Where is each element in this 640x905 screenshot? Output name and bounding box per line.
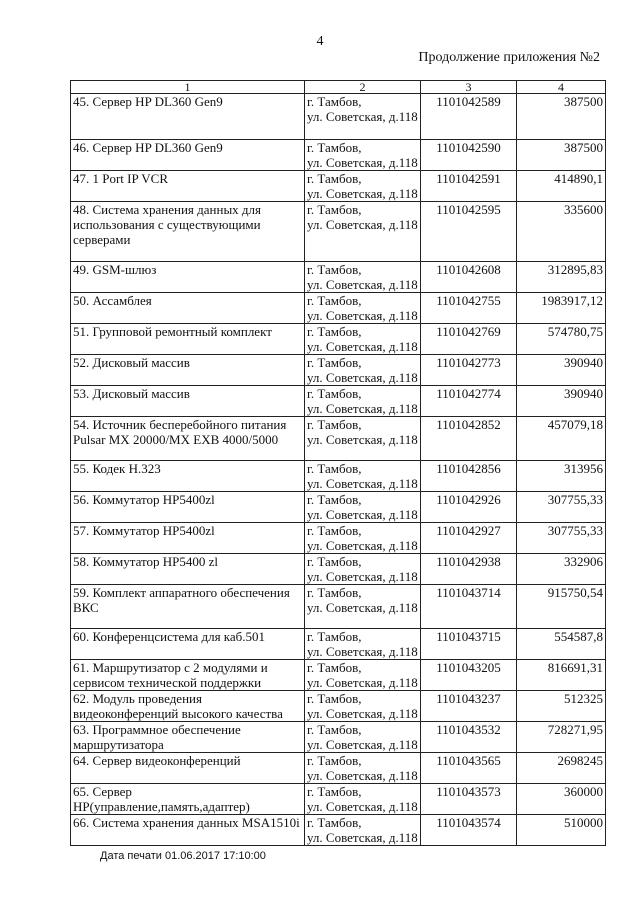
address-city: г. Тамбов, (307, 461, 362, 476)
address-city: г. Тамбов, (307, 417, 362, 432)
inventory-number: 1101043565 (421, 753, 517, 784)
inventory-number: 1101042589 (421, 94, 517, 140)
inventory-number: 1101042591 (421, 171, 517, 202)
table-row (71, 784, 606, 815)
item-name: 45. Сервер HP DL360 Gen9 (71, 94, 305, 140)
item-address (305, 523, 421, 554)
table-row (71, 202, 606, 262)
item-value: 457079,18 (517, 417, 606, 461)
print-date: Дата печати 01.06.2017 17:10:00 (100, 850, 266, 862)
item-address (305, 171, 421, 202)
item-address (305, 94, 421, 140)
table-row (71, 417, 606, 461)
table-row (71, 293, 606, 324)
address-city: г. Тамбов, (307, 492, 362, 507)
item-value: 313956 (517, 461, 606, 492)
item-address (305, 660, 421, 691)
table-row (71, 722, 606, 753)
address-street: ул. Советская, д.118 (307, 370, 418, 385)
address-street: ул. Советская, д.118 (307, 432, 418, 447)
page-number: 4 (316, 34, 324, 49)
item-value: 414890,1 (517, 171, 606, 202)
inventory-number: 1101042927 (421, 523, 517, 554)
address-city: г. Тамбов, (307, 324, 362, 339)
item-address (305, 140, 421, 171)
address-street: ул. Советская, д.118 (307, 476, 418, 491)
item-name: 61. Маршрутизатор с 2 модулями и сервисом технической поддержки (71, 660, 305, 691)
address-street: ул. Советская, д.118 (307, 737, 418, 752)
table-row (71, 492, 606, 523)
item-address (305, 585, 421, 629)
assets-table (70, 80, 606, 846)
address-city: г. Тамбов, (307, 386, 362, 401)
inventory-number: 1101042608 (421, 262, 517, 293)
address-street: ул. Советская, д.118 (307, 401, 418, 416)
item-value: 554587,8 (517, 629, 606, 660)
column-header-1: 1 (71, 81, 305, 94)
item-address (305, 324, 421, 355)
address-street: ул. Советская, д.118 (307, 277, 418, 292)
item-address (305, 784, 421, 815)
item-address (305, 202, 421, 262)
item-value: 1983917,12 (517, 293, 606, 324)
item-name: 49. GSM-шлюз (71, 262, 305, 293)
inventory-number: 1101043715 (421, 629, 517, 660)
item-value: 312895,83 (517, 262, 606, 293)
item-value: 510000 (517, 815, 606, 846)
item-address (305, 461, 421, 492)
item-name: 46. Сервер HP DL360 Gen9 (71, 140, 305, 171)
address-street: ул. Советская, д.118 (307, 569, 418, 584)
address-city: г. Тамбов, (307, 171, 362, 186)
address-street: ул. Советская, д.118 (307, 186, 418, 201)
item-name: 56. Коммутатор HP5400zl (71, 492, 305, 523)
item-value: 335600 (517, 202, 606, 262)
inventory-number: 1101043573 (421, 784, 517, 815)
address-street: ул. Советская, д.118 (307, 538, 418, 553)
inventory-number: 1101043574 (421, 815, 517, 846)
table-row (71, 386, 606, 417)
address-street: ул. Советская, д.118 (307, 600, 418, 615)
item-name: 59. Комплект аппаратного обеспечения ВКС (71, 585, 305, 629)
inventory-number: 1101042938 (421, 554, 517, 585)
item-value: 512325 (517, 691, 606, 722)
item-value: 2698245 (517, 753, 606, 784)
column-header-2: 2 (305, 81, 421, 94)
item-address (305, 629, 421, 660)
item-name: 64. Сервер видеоконференций (71, 753, 305, 784)
address-city: г. Тамбов, (307, 523, 362, 538)
item-value: 332906 (517, 554, 606, 585)
table-row (71, 324, 606, 355)
item-value: 307755,33 (517, 492, 606, 523)
item-name: 62. Модуль проведения видеоконференций высокого качества (71, 691, 305, 722)
table-row (71, 171, 606, 202)
continuation-label: Продолжение приложения №2 (418, 50, 600, 65)
item-name: 53. Дисковый массив (71, 386, 305, 417)
table-row (71, 94, 606, 140)
item-address (305, 355, 421, 386)
column-header-3: 3 (421, 81, 517, 94)
item-name: 57. Коммутатор HP5400zl (71, 523, 305, 554)
column-header-4: 4 (517, 81, 606, 94)
address-city: г. Тамбов, (307, 94, 362, 109)
table-row (71, 753, 606, 784)
address-city: г. Тамбов, (307, 262, 362, 277)
item-name: 58. Коммутатор HP5400 zl (71, 554, 305, 585)
address-street: ул. Советская, д.118 (307, 217, 418, 232)
item-value: 387500 (517, 140, 606, 171)
table-row (71, 660, 606, 691)
item-address (305, 262, 421, 293)
item-address (305, 293, 421, 324)
inventory-number: 1101042774 (421, 386, 517, 417)
address-city: г. Тамбов, (307, 722, 362, 737)
address-city: г. Тамбов, (307, 691, 362, 706)
item-value: 307755,33 (517, 523, 606, 554)
table-row (71, 691, 606, 722)
table-row (71, 585, 606, 629)
item-name: 50. Ассамблея (71, 293, 305, 324)
inventory-number: 1101042769 (421, 324, 517, 355)
item-address (305, 554, 421, 585)
table-row (71, 140, 606, 171)
table-row (71, 523, 606, 554)
address-street: ул. Советская, д.118 (307, 507, 418, 522)
table-row (71, 815, 606, 846)
table-body (71, 94, 606, 846)
item-name: 63. Программное обеспечение маршрутизатора (71, 722, 305, 753)
address-city: г. Тамбов, (307, 660, 362, 675)
address-street: ул. Советская, д.118 (307, 768, 418, 783)
table-row (71, 629, 606, 660)
table-row (71, 461, 606, 492)
item-value: 360000 (517, 784, 606, 815)
address-city: г. Тамбов, (307, 293, 362, 308)
item-value: 728271,95 (517, 722, 606, 753)
address-city: г. Тамбов, (307, 355, 362, 370)
item-name: 48. Система хранения данных для использования с существующими серверами (71, 202, 305, 262)
inventory-number: 1101043237 (421, 691, 517, 722)
table-row (71, 554, 606, 585)
inventory-number: 1101042856 (421, 461, 517, 492)
inventory-number: 1101042590 (421, 140, 517, 171)
item-address (305, 815, 421, 846)
table-row (71, 355, 606, 386)
address-city: г. Тамбов, (307, 585, 362, 600)
item-address (305, 417, 421, 461)
item-value: 816691,31 (517, 660, 606, 691)
address-city: г. Тамбов, (307, 753, 362, 768)
inventory-number: 1101042926 (421, 492, 517, 523)
address-street: ул. Советская, д.118 (307, 706, 418, 721)
item-value: 390940 (517, 355, 606, 386)
address-street: ул. Советская, д.118 (307, 109, 418, 124)
address-street: ул. Советская, д.118 (307, 644, 418, 659)
item-address (305, 386, 421, 417)
item-name: 60. Конференцсистема для каб.501 (71, 629, 305, 660)
address-city: г. Тамбов, (307, 554, 362, 569)
inventory-number: 1101042773 (421, 355, 517, 386)
address-city: г. Тамбов, (307, 202, 362, 217)
inventory-number: 1101043714 (421, 585, 517, 629)
item-address (305, 753, 421, 784)
address-city: г. Тамбов, (307, 629, 362, 644)
item-name: 52. Дисковый массив (71, 355, 305, 386)
item-name: 51. Групповой ремонтный комплект (71, 324, 305, 355)
address-street: ул. Советская, д.118 (307, 675, 418, 690)
item-name: 54. Источник бесперебойного питания Pulsar MX 20000/MX EXB 4000/5000 (71, 417, 305, 461)
address-street: ул. Советская, д.118 (307, 155, 418, 170)
address-city: г. Тамбов, (307, 140, 362, 155)
table-header-row (71, 81, 606, 94)
address-street: ул. Советская, д.118 (307, 308, 418, 323)
inventory-number: 1101043532 (421, 722, 517, 753)
item-address (305, 492, 421, 523)
item-name: 66. Система хранения данных MSA1510i (71, 815, 305, 846)
inventory-number: 1101042852 (421, 417, 517, 461)
address-street: ул. Советская, д.118 (307, 830, 418, 845)
address-city: г. Тамбов, (307, 815, 362, 830)
address-city: г. Тамбов, (307, 784, 362, 799)
address-street: ул. Советская, д.118 (307, 339, 418, 354)
item-value: 387500 (517, 94, 606, 140)
inventory-number: 1101043205 (421, 660, 517, 691)
item-value: 390940 (517, 386, 606, 417)
inventory-number: 1101042755 (421, 293, 517, 324)
item-name: 65. Сервер HP(управление,память,адаптер) (71, 784, 305, 815)
address-street: ул. Советская, д.118 (307, 799, 418, 814)
item-address (305, 722, 421, 753)
item-address (305, 691, 421, 722)
table-row (71, 262, 606, 293)
item-name: 47. 1 Port IP VCR (71, 171, 305, 202)
item-value: 574780,75 (517, 324, 606, 355)
inventory-number: 1101042595 (421, 202, 517, 262)
item-name: 55. Кодек H.323 (71, 461, 305, 492)
item-value: 915750,54 (517, 585, 606, 629)
